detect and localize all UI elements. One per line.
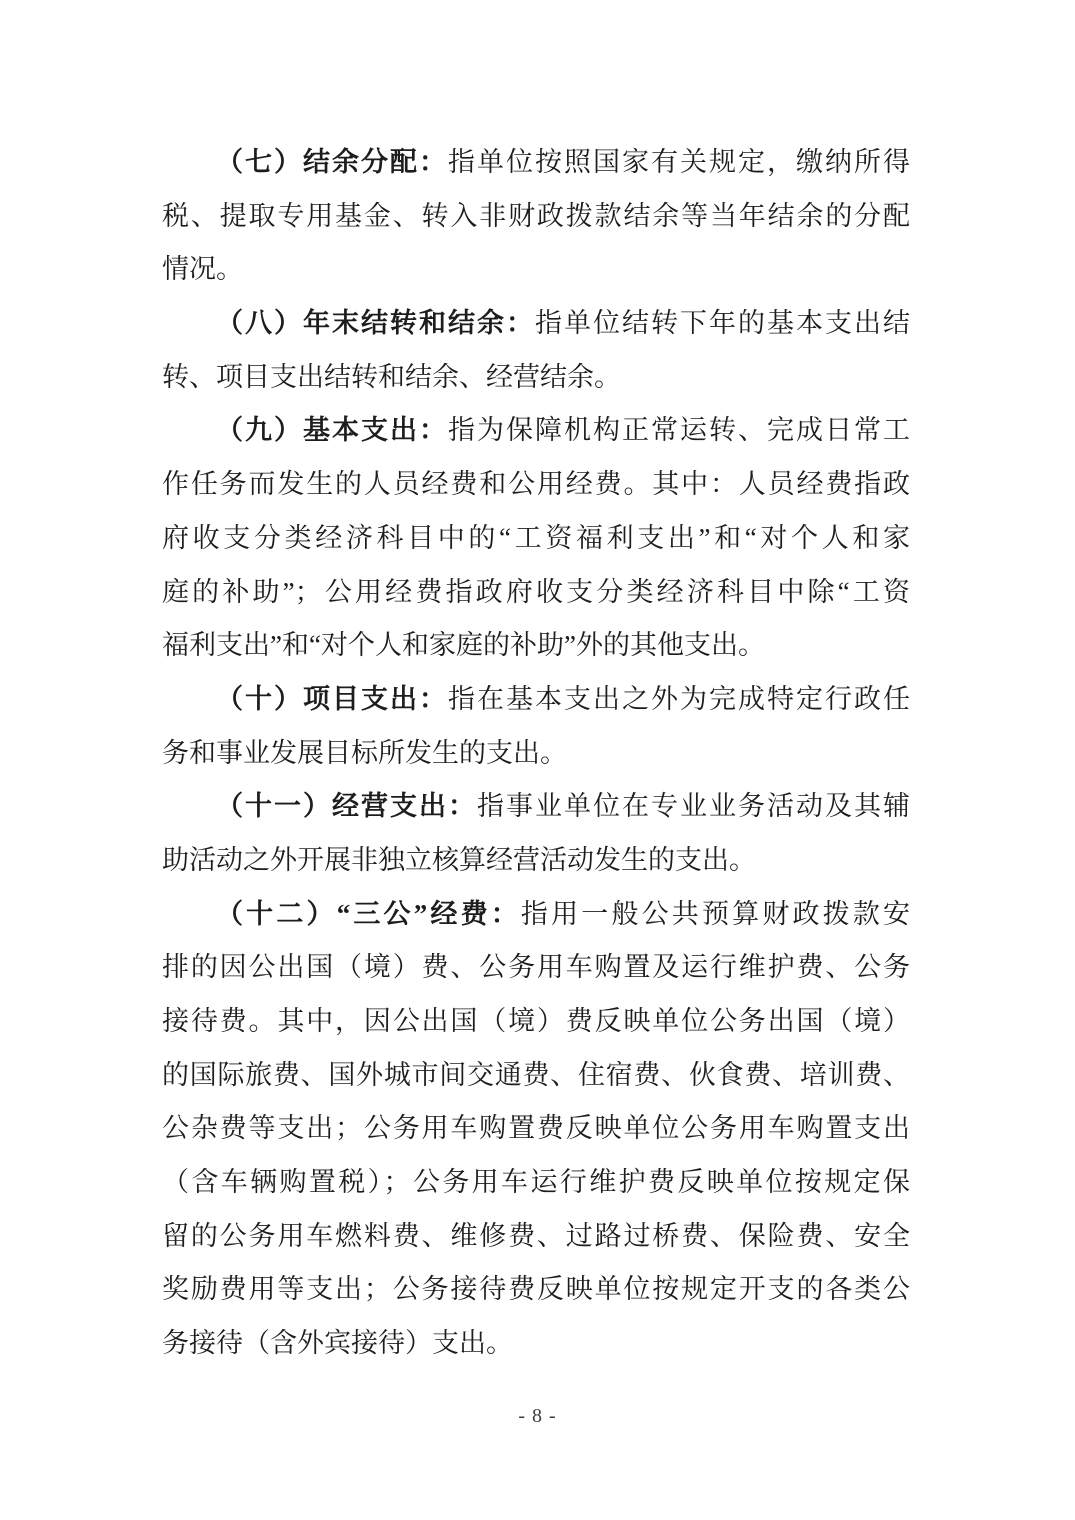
- line-text: 公杂费等支出；公务用车购置费反映单位公务用车购置支出: [162, 1113, 910, 1144]
- text-line: [162, 995, 910, 1049]
- text-line: [162, 1210, 910, 1264]
- page-number: - 8 -: [518, 1405, 557, 1427]
- paragraph: [162, 673, 910, 780]
- line-text: 庭的补助”；公用经费指政府收支分类经济科目中除“工资: [162, 576, 910, 607]
- text-line: [162, 512, 910, 566]
- line-text: 转、项目支出结转和结余、经营结余。: [162, 361, 621, 392]
- line-text: 作任务而发生的人员经费和公用经费。其中：人员经费指政: [162, 469, 910, 500]
- text-line: [162, 727, 910, 781]
- term-label: （七）结余分配：: [216, 147, 448, 177]
- document-body: [162, 136, 910, 1371]
- line-text: 府收支分类经济科目中的“工资福利支出”和“对个人和家: [162, 522, 910, 553]
- line-text: 排的因公出国（境）费、公务用车购置及运行维护费、公务: [162, 952, 910, 983]
- term-label: （十二）“三公”经费：: [216, 898, 521, 929]
- text-line: [162, 834, 910, 888]
- text-line: [162, 1102, 910, 1156]
- line-text: 指单位结转下年的基本支出结: [535, 308, 910, 339]
- line-text: 奖励费用等支出；公务接待费反映单位按规定开支的各类公: [162, 1274, 910, 1305]
- text-line: [162, 941, 910, 995]
- line-text: 指为保障机构正常运转、完成日常工: [448, 415, 910, 446]
- text-line: [162, 1317, 910, 1371]
- line-text: 务接待（含外宾接待）支出。: [162, 1328, 513, 1359]
- line-text: 税、提取专用基金、转入非财政拨款结余等当年结余的分配: [162, 200, 910, 231]
- text-line: [162, 673, 910, 727]
- text-line: [162, 888, 910, 942]
- text-line: [162, 243, 910, 297]
- paragraph: [162, 888, 910, 1371]
- text-line: [162, 136, 910, 190]
- line-text: 的国际旅费、国外城市间交通费、住宿费、伙食费、培训费、: [162, 1059, 910, 1090]
- paragraph: [162, 404, 910, 672]
- term-label: （九）基本支出：: [216, 415, 448, 446]
- text-line: [162, 566, 910, 620]
- text-line: [162, 297, 910, 351]
- line-text: 接待费。其中，因公出国（境）费反映单位公务出国（境）: [162, 1006, 910, 1036]
- paragraph: [162, 136, 910, 297]
- text-line: [162, 1049, 910, 1103]
- text-line: [162, 619, 910, 673]
- line-text: 留的公务用车燃料费、维修费、过路过桥费、保险费、安全: [162, 1220, 910, 1251]
- text-line: [162, 404, 910, 458]
- text-line: [162, 190, 910, 244]
- line-text: 指用一般公共预算财政拨款安: [520, 898, 910, 929]
- text-line: [162, 351, 910, 405]
- text-line: [162, 1156, 910, 1210]
- term-label: （十）项目支出：: [216, 683, 448, 714]
- line-text: 指在基本支出之外为完成特定行政任: [448, 683, 910, 714]
- line-text: 指单位按照国家有关规定，缴纳所得: [448, 147, 910, 177]
- paragraph: [162, 297, 910, 404]
- line-text: 务和事业发展目标所发生的支出。: [162, 737, 567, 768]
- text-line: [162, 458, 910, 512]
- term-label: （八）年末结转和结余：: [216, 308, 535, 339]
- paragraph: [162, 780, 910, 887]
- line-text: （含车辆购置税）；公务用车运行维护费反映单位按规定保: [162, 1167, 910, 1198]
- text-line: [162, 780, 910, 834]
- term-label: （十一）经营支出：: [216, 791, 477, 822]
- line-text: 福利支出”和“对个人和家庭的补助”外的其他支出。: [162, 630, 765, 661]
- line-text: 助活动之外开展非独立核算经营活动发生的支出。: [162, 844, 756, 875]
- line-text: 指事业单位在专业业务活动及其辅: [477, 791, 910, 822]
- line-text: 情况。: [162, 254, 243, 285]
- text-line: [162, 1263, 910, 1317]
